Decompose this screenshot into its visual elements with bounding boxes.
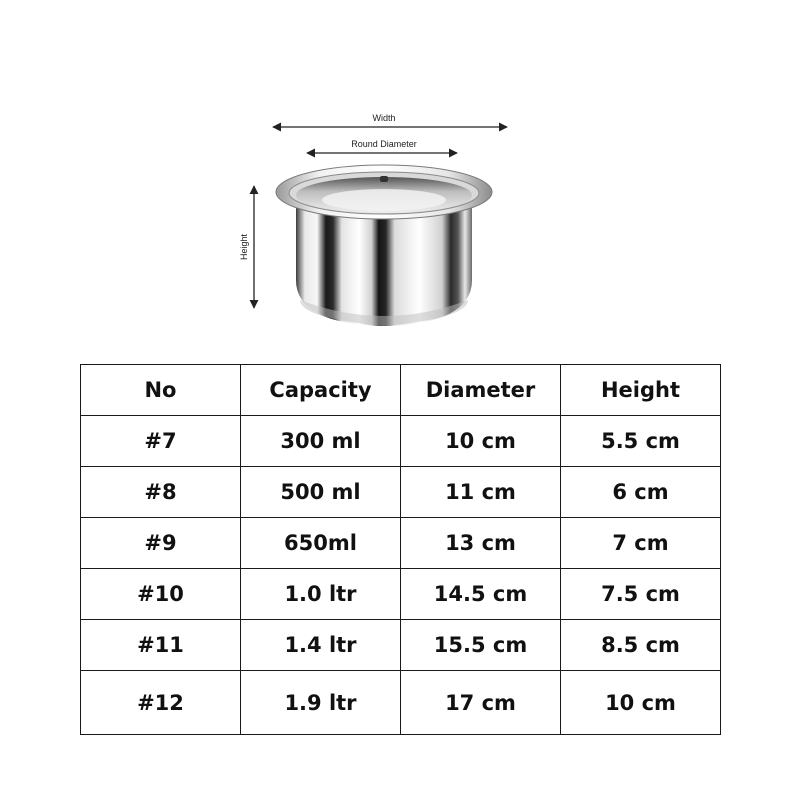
cell-height: 5.5 cm xyxy=(561,416,721,467)
header-capacity: Capacity xyxy=(241,365,401,416)
cell-capacity: 500 ml xyxy=(241,467,401,518)
cell-diameter: 15.5 cm xyxy=(401,620,561,671)
width-label: Width xyxy=(372,113,396,123)
cell-height: 8.5 cm xyxy=(561,620,721,671)
cell-diameter: 14.5 cm xyxy=(401,569,561,620)
cell-no: #10 xyxy=(81,569,241,620)
cell-diameter: 10 cm xyxy=(401,416,561,467)
table-row xyxy=(81,620,721,671)
cell-height: 10 cm xyxy=(561,671,721,735)
cell-diameter: 17 cm xyxy=(401,671,561,735)
header-height: Height xyxy=(561,365,721,416)
product-dimension-diagram xyxy=(0,0,800,350)
table-row xyxy=(81,671,721,735)
header-no: No xyxy=(81,365,241,416)
table-row xyxy=(81,569,721,620)
cell-diameter: 13 cm xyxy=(401,518,561,569)
steel-pot-image xyxy=(276,165,492,326)
cell-no: #12 xyxy=(81,671,241,735)
cell-capacity: 300 ml xyxy=(241,416,401,467)
cell-capacity: 1.4 ltr xyxy=(241,620,401,671)
cell-capacity: 650ml xyxy=(241,518,401,569)
cell-height: 7 cm xyxy=(561,518,721,569)
height-label: Height xyxy=(239,233,249,261)
cell-diameter: 11 cm xyxy=(401,467,561,518)
cell-no: #8 xyxy=(81,467,241,518)
header-diameter: Diameter xyxy=(401,365,561,416)
size-chart-table xyxy=(80,364,721,735)
cell-height: 6 cm xyxy=(561,467,721,518)
table-row xyxy=(81,416,721,467)
cell-no: #7 xyxy=(81,416,241,467)
table-row xyxy=(81,467,721,518)
cell-no: #9 xyxy=(81,518,241,569)
cell-no: #11 xyxy=(81,620,241,671)
round-diameter-label: Round Diameter xyxy=(351,139,417,149)
cell-capacity: 1.0 ltr xyxy=(241,569,401,620)
table-row xyxy=(81,518,721,569)
cell-height: 7.5 cm xyxy=(561,569,721,620)
table-header-row xyxy=(81,365,721,416)
cell-capacity: 1.9 ltr xyxy=(241,671,401,735)
